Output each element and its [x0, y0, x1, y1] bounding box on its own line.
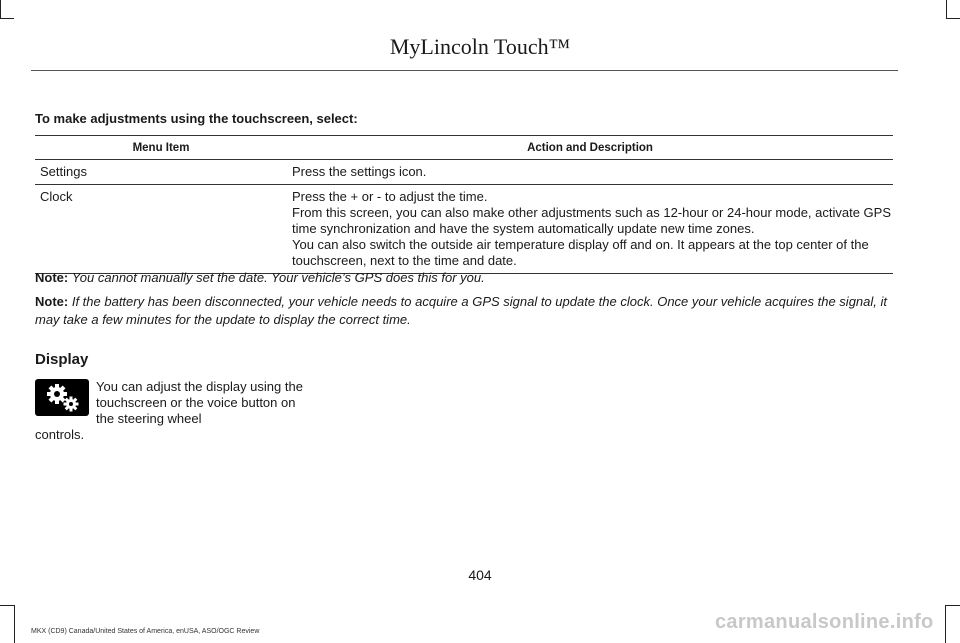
footer-text: MKX (CD9) Canada/United States of America, enUSA, ASO/OGC Review: [31, 628, 260, 635]
note-text: If the battery has been disconnected, your vehicle needs to acquire a GPS signal to update the clock. Once your vehicle acquires the signal, it may take a few minutes for the update to display the correct time.: [35, 294, 887, 327]
note-label: Note:: [35, 294, 69, 309]
crop-mark: [0, 605, 14, 606]
crop-mark: [946, 18, 960, 19]
settings-table: [35, 135, 893, 274]
action-cell: [287, 185, 893, 274]
section-title-display: Display: [35, 351, 89, 368]
crop-mark: [946, 605, 960, 606]
crop-mark: [14, 605, 15, 643]
intro-text: To make adjustments using the touchscreen, select:: [35, 111, 358, 126]
column-header-action: Action and Description: [287, 136, 893, 160]
action-cell: [287, 160, 893, 185]
crop-mark: [945, 605, 946, 643]
note-text: You cannot manually set the date. Your vehicle’s GPS does this for you.: [71, 270, 485, 285]
note-label: Note:: [35, 270, 69, 285]
header-divider: [31, 70, 898, 71]
action-line: Press the + or - to adjust the time.: [292, 189, 488, 204]
note-paragraph: [35, 269, 893, 287]
table-row: [35, 185, 893, 274]
table-row: [35, 160, 893, 185]
watermark: carmanualsonline.info: [715, 611, 934, 633]
action-line: Press the settings icon.: [292, 164, 427, 179]
menu-item-cell: Settings: [35, 160, 287, 185]
action-line: You can also switch the outside air temperature display off and on. It appears at the top center of the touchscreen, next to the time and date.: [292, 237, 869, 268]
action-line: From this screen, you can also make other adjustments such as 12-hour or 24-hour mode, activate GPS time synchronization and have the system automatically update new time zones.: [292, 205, 892, 236]
column-header-menu-item: Menu Item: [35, 136, 287, 160]
display-description: You can adjust the display using the touchscreen or the voice button on the steering wheel: [96, 379, 303, 426]
settings-gears-icon: [35, 379, 89, 416]
menu-item-cell: Clock: [35, 185, 287, 274]
display-description-continued: controls.: [35, 427, 85, 442]
page-number: 404: [468, 567, 492, 583]
page-header-title: MyLincoln Touch™: [389, 34, 571, 59]
crop-mark: [0, 0, 1, 18]
note-paragraph: [35, 293, 893, 329]
crop-mark: [946, 0, 947, 18]
table-header-row: [35, 136, 893, 160]
crop-mark: [0, 18, 14, 19]
